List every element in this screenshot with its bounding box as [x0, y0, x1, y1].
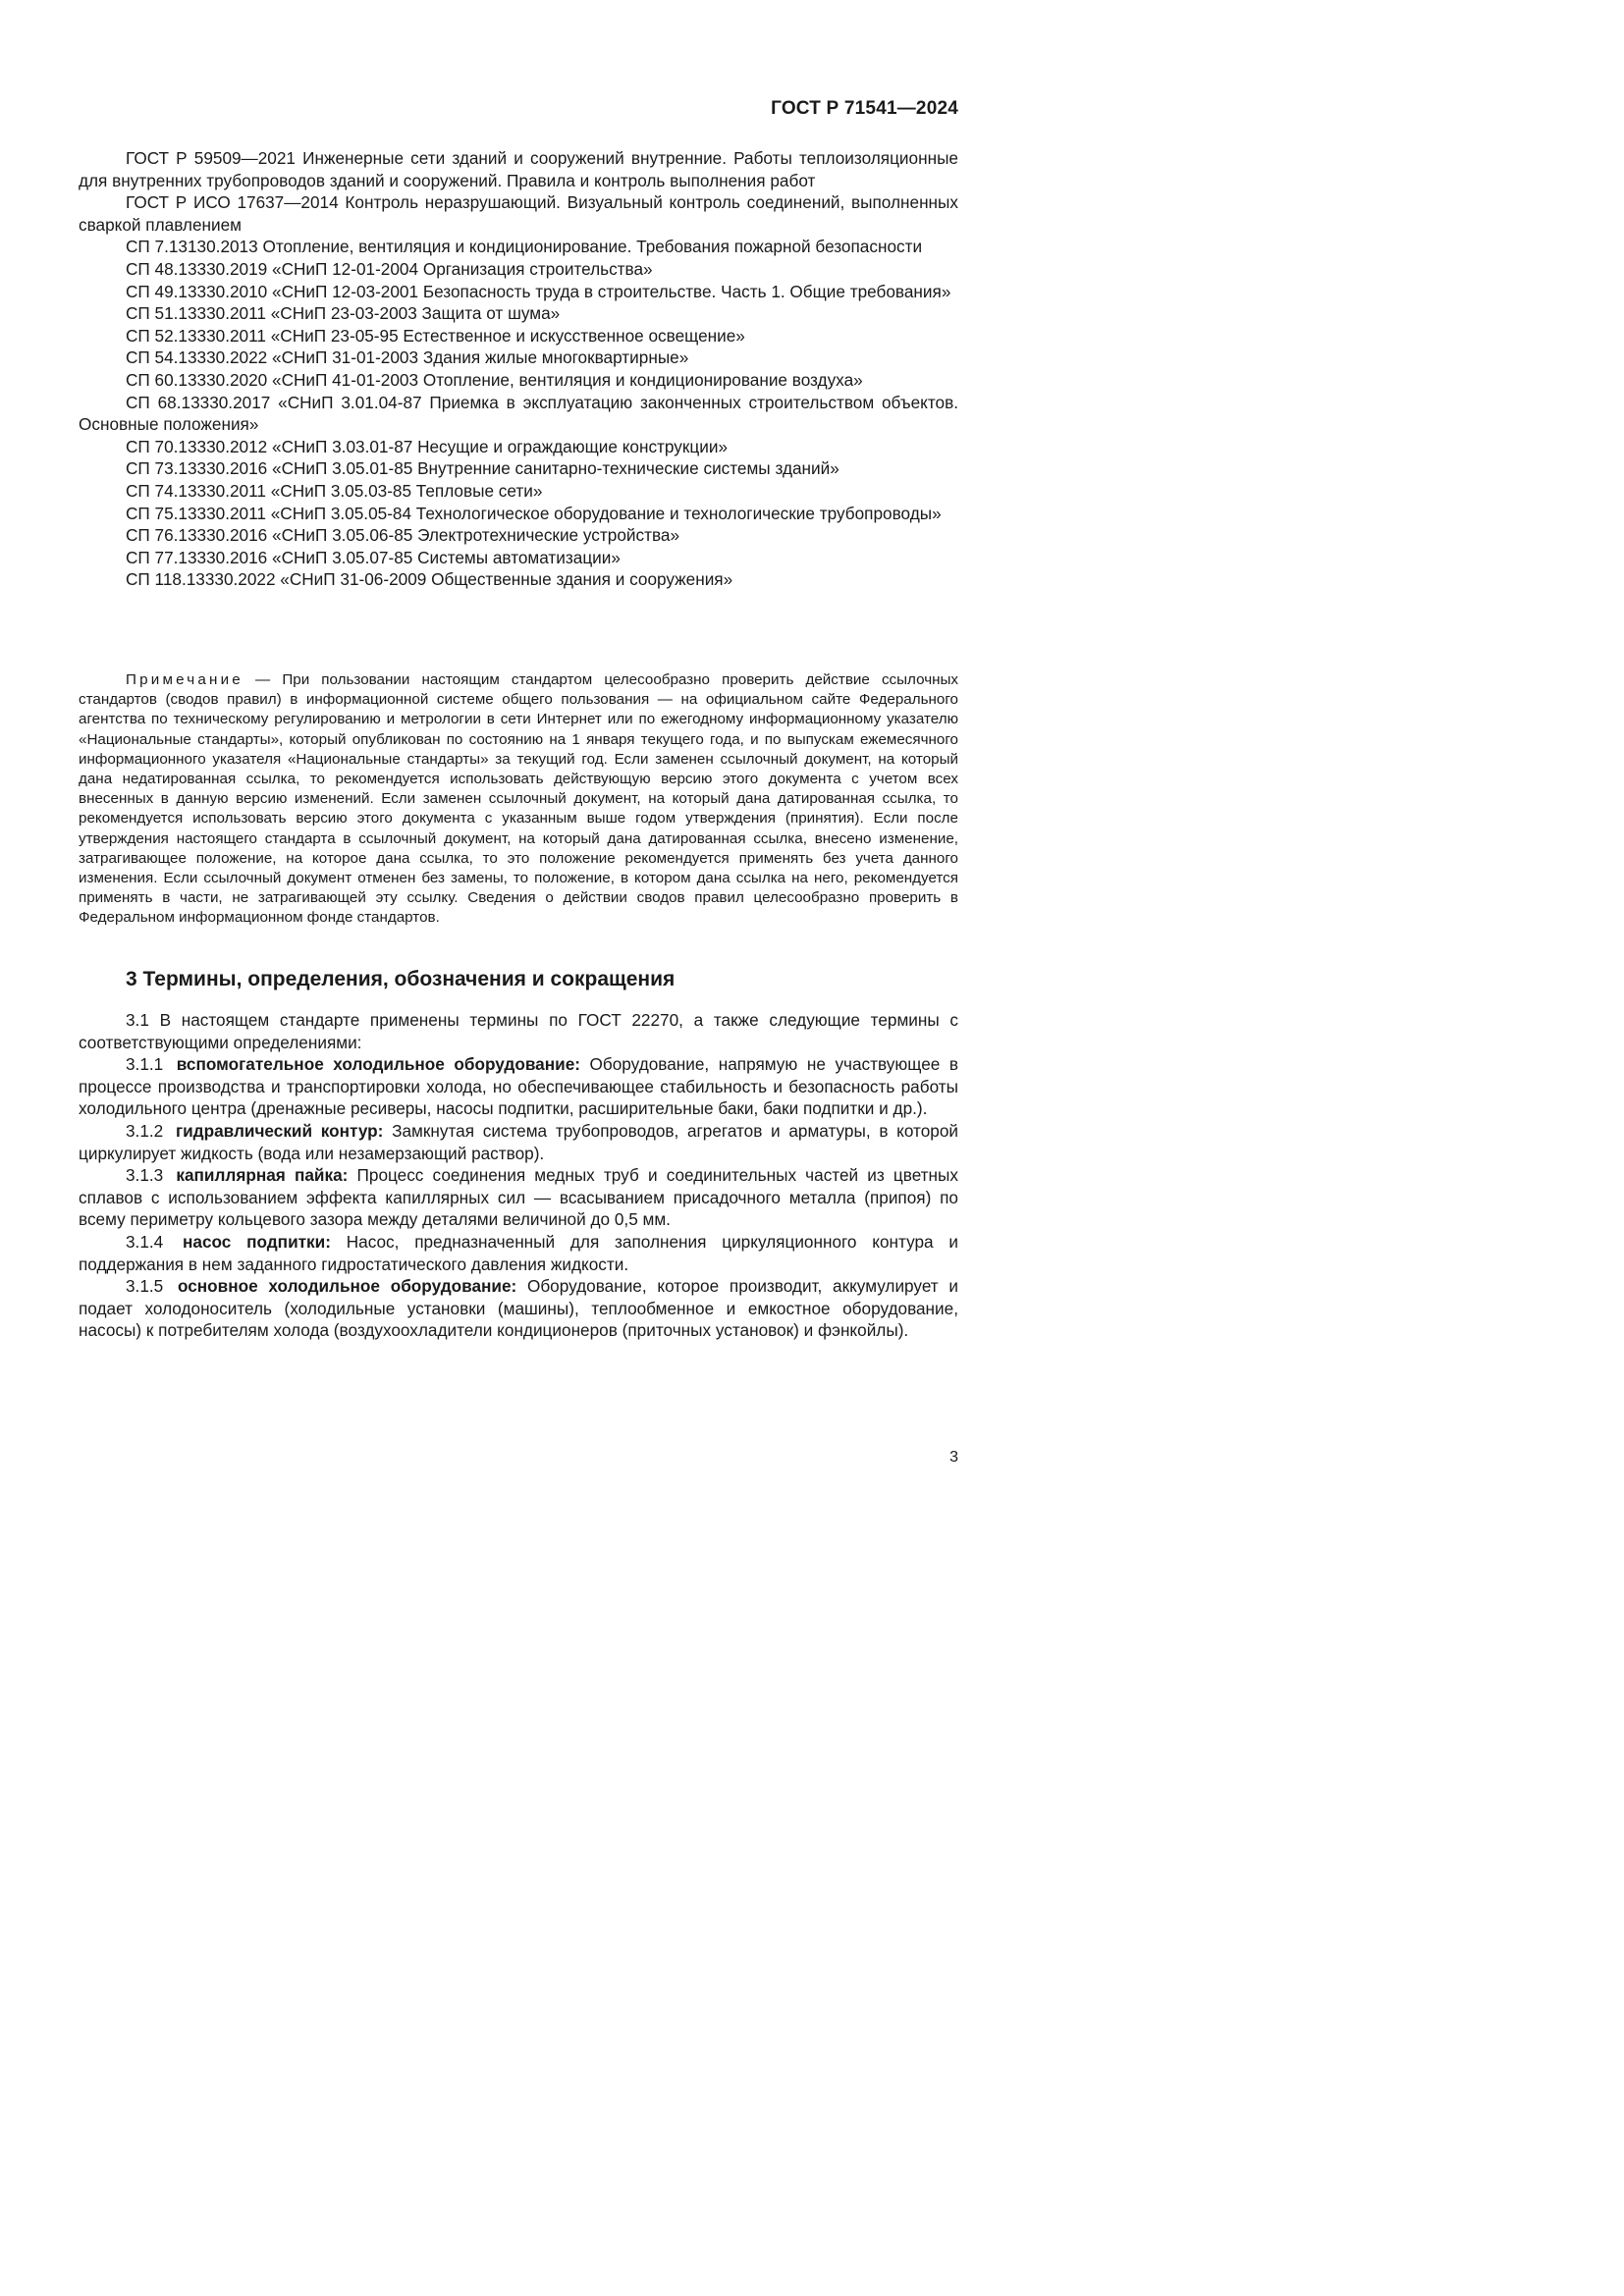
page-number: 3: [949, 1449, 958, 1466]
term-entry: [79, 1164, 958, 1231]
reference-item: СП 74.13330.2011 «СНиП 3.05.03-85 Тепловые сети»: [126, 480, 543, 501]
reference-item: СП 60.13330.2020 «СНиП 41-01-2003 Отопление, вентиляция и кондиционирование воздуха»: [126, 369, 863, 390]
reference-item: СП 77.13330.2016 «СНиП 3.05.07-85 Системы автоматизации»: [126, 547, 621, 567]
term-name: основное холодильное оборудование:: [177, 1276, 517, 1297]
note-paragraph: [79, 670, 958, 929]
section-heading: 3 Термины, определения, обозначения и сокращения: [126, 968, 676, 990]
term-entry: [79, 1231, 958, 1275]
reference-item: СП 118.13330.2022 «СНиП 31-06-2009 Общественные здания и сооружения»: [126, 569, 733, 590]
normative-references-list: [79, 147, 958, 591]
reference-item: СП 7.13130.2013 Отопление, вентиляция и кондиционирование. Требования пожарной безопасности: [126, 237, 923, 257]
document-code-header: ГОСТ Р 71541—2024: [771, 98, 958, 119]
term-name: капиллярная пайка:: [176, 1165, 349, 1186]
term-entry: [79, 1275, 958, 1342]
reference-item: СП 52.13330.2011 «СНиП 23-05-95 Естественное и искусственное освещение»: [126, 325, 745, 346]
term-number: 3.1.5: [126, 1276, 164, 1297]
term-name: насос подпитки:: [183, 1231, 331, 1252]
term-definition: Процесс соединения медных труб и соединительных частей из цветных сплавов с использованием эффекта капиллярных сил — всасыванием присадочного металла (припоя) по всему периметру кольцевого зазора между деталями величиной до 0,5 мм.: [79, 1165, 958, 1230]
term-entry: [79, 1053, 958, 1120]
term-number: 3.1.2: [126, 1120, 164, 1141]
reference-item: СП 68.13330.2017 «СНиП 3.01.04-87 Приемка в эксплуатацию законченных строительством объектов. Основные положения»: [79, 392, 958, 435]
term-number: 3.1.4: [126, 1231, 164, 1252]
reference-item: СП 48.13330.2019 «СНиП 12-01-2004 Организация строительства»: [126, 258, 653, 279]
term-number: 3.1.3: [126, 1165, 164, 1186]
terms-section: [79, 1009, 958, 1342]
reference-item: СП 76.13330.2016 «СНиП 3.05.06-85 Электротехнические устройства»: [126, 525, 679, 546]
reference-item: СП 54.13330.2022 «СНиП 31-01-2003 Здания жилые многоквартирные»: [126, 347, 689, 368]
term-definition: Оборудование, напрямую не участвующее в процессе производства и транспортировки холода, но обеспечивающее стабильность и безопасность работы холодильного центра (дренажные ресиверы, насосы подпитки, расширительные баки, баки подпитки и др.).: [79, 1054, 959, 1119]
term-name: вспомогательное холодильное оборудование:: [176, 1054, 580, 1075]
term-number: 3.1.1: [126, 1054, 164, 1075]
document-page: [0, 0, 1084, 1532]
note-label: Примечание: [126, 671, 244, 688]
term-definition: Насос, предназначенный для заполнения циркуляционного контура и поддержания в нем заданного гидростатического давления жидкости.: [79, 1231, 958, 1274]
reference-item: СП 75.13330.2011 «СНиП 3.05.05-84 Технологическое оборудование и технологические трубопроводы»: [126, 503, 942, 523]
reference-item: СП 49.13330.2010 «СНиП 12-03-2001 Безопасность труда в строительстве. Часть 1. Общие требования»: [126, 281, 951, 301]
term-entry: [79, 1120, 958, 1164]
reference-item: ГОСТ Р ИСО 17637—2014 Контроль неразрушающий. Визуальный контроль соединений, выполненных сваркой плавлением: [79, 192, 958, 235]
reference-item: СП 70.13330.2012 «СНиП 3.03.01-87 Несущие и ограждающие конструкции»: [126, 436, 729, 456]
reference-item: СП 73.13330.2016 «СНиП 3.05.01-85 Внутренние санитарно-технические системы зданий»: [126, 458, 839, 479]
note-text: — При пользовании настоящим стандартом целесообразно проверить действие ссылочных стандартов (сводов правил) в информационной системе общего пользования — на официальном сайте Федерального агентства по техническому регулированию и метрологии в сети Интернет или по ежегодному информационному указателю «Национальные стандарты», который опубликован по состоянию на 1 января текущего года, и по выпускам ежемесячного информационного указателя «Национальные стандарты» за текущий год. Если заменен ссылочный документ, на который дана недатированная ссылка, то рекомендуется использовать действующую версию этого документа с учетом всех внесенных в данную версию изменений. Если заменен ссылочный документ, на который дана датированная ссылка, то рекомендуется использовать версию этого документа с указанным выше годом утверждения (принятия). Если после утверждения настоящего стандарта в ссылочный документ, на который дана датированная ссылка, внесено изменение, затрагивающее положение, на которое дана ссылка, то это положение рекомендуется применять без учета данного изменения. Если ссылочный документ отменен без замены, то положение, в котором дана ссылка на него, рекомендуется применять в части, не затрагивающей эту ссылку. Сведения о действии сводов правил целесообразно проверить в Федеральном информационном фонде стандартов.: [79, 671, 958, 927]
term-definition: Оборудование, которое производит, аккумулирует и подает холодоноситель (холодильные установки (машины), теплообменное и емкостное оборудование, насосы) к потребителям холода (воздухоохладители кондиционеров (приточных установок) и фэнкойлы).: [79, 1276, 959, 1341]
reference-item: ГОСТ Р 59509—2021 Инженерные сети зданий и сооружений внутренние. Работы теплоизоляционные для внутренних трубопроводов зданий и сооружений. Правила и контроль выполнения работ: [79, 148, 958, 190]
term-definition: Замкнутая система трубопроводов, агрегатов и арматуры, в которой циркулирует жидкость (вода или незамерзающий раствор).: [79, 1120, 958, 1163]
intro-paragraph: 3.1 В настоящем стандарте применены термины по ГОСТ 22270, а также следующие термины с соответствующими определениями:: [79, 1010, 958, 1052]
reference-item: СП 51.13330.2011 «СНиП 23-03-2003 Защита от шума»: [126, 303, 561, 324]
term-name: гидравлический контур:: [175, 1120, 384, 1141]
